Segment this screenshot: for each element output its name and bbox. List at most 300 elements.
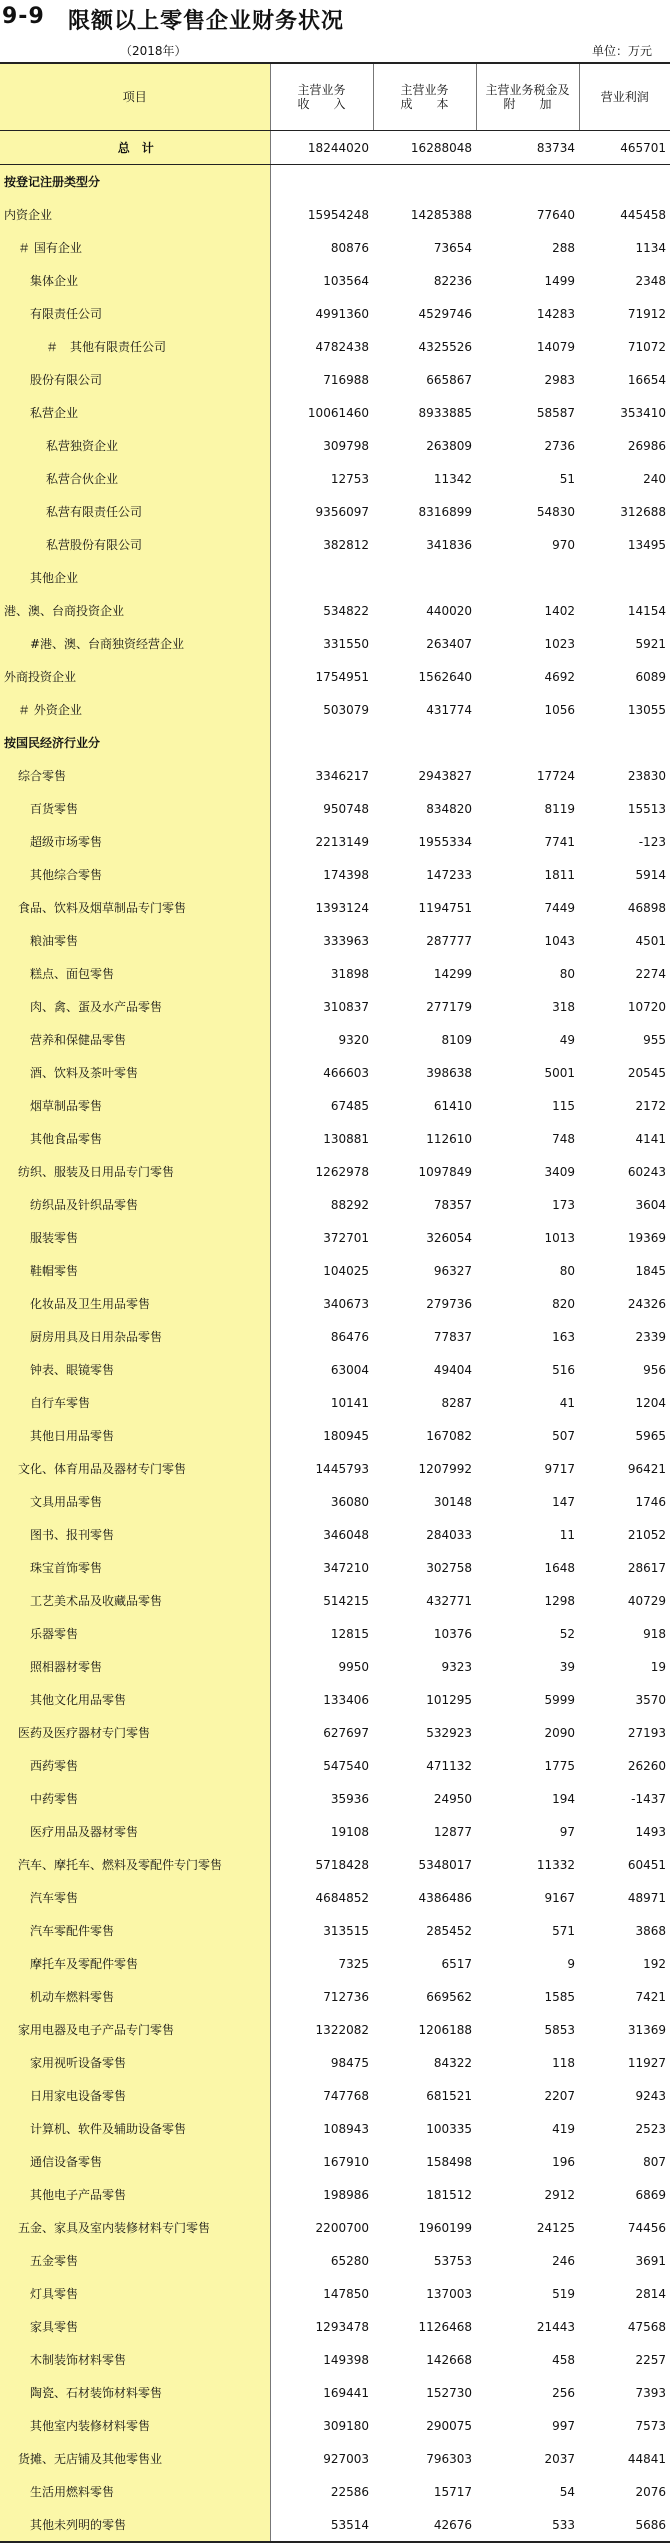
row-label: 私营股份有限公司 (0, 528, 270, 561)
table-row (0, 1716, 670, 1749)
row-label: 按国民经济行业分 (0, 726, 270, 759)
tax-cell: 1013 (544, 1230, 575, 1245)
cost-cell: 8287 (441, 1395, 472, 1410)
cost-cell: 53753 (433, 2253, 472, 2268)
tax-cell: 194 (552, 1791, 575, 1806)
revenue-cell: 927003 (323, 2451, 369, 2466)
table-row (0, 891, 670, 924)
revenue-cell: 309798 (323, 438, 369, 453)
tax-cell: 2037 (544, 2451, 575, 2466)
revenue-cell: 10061460 (307, 405, 369, 420)
profit-cell: 6089 (635, 669, 666, 684)
tax-cell: 54 (559, 2484, 575, 2499)
cost-cell: 137003 (426, 2286, 472, 2301)
revenue-cell: 1445793 (315, 1461, 369, 1476)
tax-cell: 173 (552, 1197, 575, 1212)
revenue-cell: 4782438 (315, 339, 369, 354)
tax-cell: 24125 (536, 2220, 575, 2235)
revenue-cell: 130881 (323, 1131, 369, 1146)
tax-cell: 1402 (544, 603, 575, 618)
tax-cell: 17724 (536, 768, 575, 783)
table-row (0, 2244, 670, 2277)
row-label: 有限责任公司 (0, 297, 270, 330)
cost-cell: 15717 (433, 2484, 472, 2499)
cost-cell: 30148 (433, 1494, 472, 1509)
header-profit (579, 63, 670, 131)
cost-cell: 287777 (426, 933, 472, 948)
tax-cell: 51 (559, 471, 575, 486)
table-row (0, 2013, 670, 2046)
profit-cell: 955 (643, 1032, 666, 1047)
cost-cell: 84322 (433, 2055, 472, 2070)
profit-cell: 2523 (635, 2121, 666, 2136)
revenue-cell: 547540 (323, 1758, 369, 1773)
tax-cell: 1023 (544, 636, 575, 651)
table-row (0, 1749, 670, 1782)
cost-cell: 532923 (426, 1725, 472, 1740)
tax-cell: 9167 (544, 1890, 575, 1905)
table-row (0, 957, 670, 990)
profit-cell: 240 (643, 471, 666, 486)
profit-cell: 5914 (635, 867, 666, 882)
table-row (0, 495, 670, 528)
table-row (0, 2475, 670, 2508)
revenue-cell: 133406 (323, 1692, 369, 1707)
row-label: 家具零售 (0, 2310, 270, 2343)
cost-cell: 398638 (426, 1065, 472, 1080)
profit-cell: 6869 (635, 2187, 666, 2202)
tax-cell: 8119 (544, 801, 575, 816)
header-text: 主营业务税金及 (485, 83, 570, 97)
table-body (0, 131, 670, 2543)
row-label: 肉、禽、蛋及水产品零售 (0, 990, 270, 1023)
tax-cell: 118 (552, 2055, 575, 2070)
table-row (0, 1287, 670, 1320)
profit-cell: 27193 (627, 1725, 666, 1740)
table-row (0, 2277, 670, 2310)
tax-cell: 97 (559, 1824, 575, 1839)
revenue-cell: 347210 (323, 1560, 369, 1575)
revenue-cell: 12815 (330, 1626, 369, 1641)
tax-cell: 4692 (544, 669, 575, 684)
row-label: 机动车燃料零售 (0, 1980, 270, 2013)
profit-cell: 15513 (627, 801, 666, 816)
profit-cell: 31369 (627, 2022, 666, 2037)
tax-cell: 2207 (544, 2088, 575, 2103)
cost-cell: 8316899 (418, 504, 472, 519)
cost-cell: 73654 (433, 240, 472, 255)
table-row (0, 1320, 670, 1353)
tax-cell: 1298 (544, 1593, 575, 1608)
row-label: 鞋帽零售 (0, 1254, 270, 1287)
cost-cell: 167082 (426, 1428, 472, 1443)
cost-cell: 16288048 (373, 131, 476, 165)
revenue-cell: 309180 (323, 2418, 369, 2433)
table-row (0, 660, 670, 693)
profit-cell: 5921 (635, 636, 666, 651)
header-text: 收 入 (297, 97, 346, 111)
table-row (0, 2508, 670, 2542)
row-label: 其他未列明的零售 (0, 2508, 270, 2542)
tax-cell: 196 (552, 2154, 575, 2169)
cost-cell: 142668 (426, 2352, 472, 2367)
profit-cell: 1493 (635, 1824, 666, 1839)
profit-cell: 28617 (627, 1560, 666, 1575)
row-label: 家用电器及电子产品专门零售 (0, 2013, 270, 2046)
revenue-cell: 98475 (330, 2055, 369, 2070)
header-item (0, 63, 270, 131)
cost-cell: 263407 (426, 636, 472, 651)
tax-cell: 2090 (544, 1725, 575, 1740)
row-label: 糕点、面包零售 (0, 957, 270, 990)
revenue-cell: 67485 (330, 1098, 369, 1113)
revenue-cell: 104025 (323, 1263, 369, 1278)
revenue-cell: 198986 (323, 2187, 369, 2202)
header-text: 主营业务 (297, 83, 346, 97)
table-row (0, 2079, 670, 2112)
revenue-cell: 36080 (330, 1494, 369, 1509)
cost-cell: 101295 (426, 1692, 472, 1707)
row-label: 百货零售 (0, 792, 270, 825)
table-row (0, 1023, 670, 1056)
profit-cell: 71072 (627, 339, 666, 354)
profit-cell: 2257 (635, 2352, 666, 2367)
table-row (0, 1155, 670, 1188)
profit-cell: 10720 (627, 999, 666, 1014)
table-row (0, 2442, 670, 2475)
header-text: 主营业务 (400, 83, 449, 97)
cost-cell: 112610 (426, 1131, 472, 1146)
cost-cell: 11342 (433, 471, 472, 486)
table-row (0, 2343, 670, 2376)
total-row (0, 131, 670, 165)
header-row (0, 63, 670, 131)
revenue-cell (270, 561, 373, 594)
cost-cell: 1562640 (418, 669, 472, 684)
table-row (0, 1782, 670, 1815)
row-label: 服装零售 (0, 1221, 270, 1254)
row-label: 纺织品及针织品零售 (0, 1188, 270, 1221)
cost-cell: 431774 (426, 702, 472, 717)
cost-cell: 42676 (373, 2508, 476, 2542)
revenue-cell: 9356097 (315, 504, 369, 519)
row-label: 五金零售 (0, 2244, 270, 2277)
row-label: 钟表、眼镜零售 (0, 1353, 270, 1386)
cost-cell: 100335 (426, 2121, 472, 2136)
table-row (0, 1056, 670, 1089)
profit-cell: 3691 (635, 2253, 666, 2268)
row-label: 总 计 (0, 131, 270, 165)
tax-cell: 5001 (544, 1065, 575, 1080)
tax-cell: 11332 (536, 1857, 575, 1872)
tax-cell: 9 (567, 1956, 575, 1971)
table-row (0, 1980, 670, 2013)
profit-cell: 3868 (635, 1923, 666, 1938)
table-row (0, 363, 670, 396)
revenue-cell: 346048 (323, 1527, 369, 1542)
cost-cell: 152730 (426, 2385, 472, 2400)
profit-cell: 2274 (635, 966, 666, 981)
tax-cell: 49 (559, 1032, 575, 1047)
tax-cell: 39 (559, 1659, 575, 1674)
row-label: 港、澳、台商投资企业 (0, 594, 270, 627)
row-label: 私营有限责任公司 (0, 495, 270, 528)
row-label: 家用视听设备零售 (0, 2046, 270, 2079)
table-row (0, 231, 670, 264)
revenue-cell: 310837 (323, 999, 369, 1014)
header-text: 项目 (122, 90, 147, 104)
table-row (0, 297, 670, 330)
revenue-cell: 149398 (323, 2352, 369, 2367)
profit-cell: 11927 (627, 2055, 666, 2070)
revenue-cell: 1262978 (315, 1164, 369, 1179)
tax-cell: 318 (552, 999, 575, 1014)
row-label: 医疗用品及器材零售 (0, 1815, 270, 1848)
row-label: 通信设备零售 (0, 2145, 270, 2178)
tax-cell: 2912 (544, 2187, 575, 2202)
profit-cell: 26986 (627, 438, 666, 453)
profit-cell: 2076 (635, 2484, 666, 2499)
profit-cell: 40729 (627, 1593, 666, 1608)
row-label: 私营合伙企业 (0, 462, 270, 495)
revenue-cell: 63004 (330, 1362, 369, 1377)
row-label: 图书、报刊零售 (0, 1518, 270, 1551)
cost-cell: 14285388 (410, 207, 472, 222)
cost-cell: 263809 (426, 438, 472, 453)
profit-cell: 47568 (627, 2319, 666, 2334)
row-label: ＃ 外资企业 (0, 693, 270, 726)
cost-cell: 2943827 (418, 768, 472, 783)
row-label: 货摊、无店铺及其他零售业 (0, 2442, 270, 2475)
revenue-cell: 147850 (323, 2286, 369, 2301)
profit-cell: 5686 (579, 2508, 670, 2542)
table-row (0, 330, 670, 363)
revenue-cell: 19108 (330, 1824, 369, 1839)
tax-cell (476, 165, 579, 199)
revenue-cell: 53514 (270, 2508, 373, 2542)
tax-cell: 1056 (544, 702, 575, 717)
table-row (0, 2376, 670, 2409)
section-row (0, 726, 670, 759)
revenue-cell: 333963 (323, 933, 369, 948)
revenue-cell: 4991360 (315, 306, 369, 321)
table-row (0, 2178, 670, 2211)
cost-cell: 6517 (441, 1956, 472, 1971)
revenue-cell: 627697 (323, 1725, 369, 1740)
row-label: 集体企业 (0, 264, 270, 297)
row-label: 陶瓷、石材装饰材料零售 (0, 2376, 270, 2409)
profit-cell: 46898 (627, 900, 666, 915)
row-label: 汽车零配件零售 (0, 1914, 270, 1947)
revenue-cell: 4684852 (315, 1890, 369, 1905)
cost-cell: 8109 (441, 1032, 472, 1047)
profit-cell: 14154 (627, 603, 666, 618)
profit-cell: 7573 (635, 2418, 666, 2433)
cost-cell: 14299 (433, 966, 472, 981)
profit-cell: 956 (643, 1362, 666, 1377)
table-row (0, 1683, 670, 1716)
header-revenue (270, 63, 373, 131)
profit-cell: 23830 (627, 768, 666, 783)
table-number: 9-9 (2, 4, 45, 29)
revenue-cell: 169441 (323, 2385, 369, 2400)
table-row (0, 1584, 670, 1617)
table-row (0, 1914, 670, 1947)
table-row (0, 264, 670, 297)
profit-cell: 3570 (635, 1692, 666, 1707)
revenue-cell: 950748 (323, 801, 369, 816)
revenue-cell: 103564 (323, 273, 369, 288)
profit-cell (579, 726, 670, 759)
tax-cell: 14079 (536, 339, 575, 354)
cost-cell: 82236 (433, 273, 472, 288)
cost-cell: 4386486 (418, 1890, 472, 1905)
header-tax (476, 63, 579, 131)
cost-cell: 4325526 (418, 339, 472, 354)
profit-cell: 4501 (635, 933, 666, 948)
row-label: 食品、饮料及烟草制品专门零售 (0, 891, 270, 924)
profit-cell: 9243 (635, 2088, 666, 2103)
header-text: 成 本 (400, 97, 449, 111)
revenue-cell: 10141 (330, 1395, 369, 1410)
profit-cell: 7421 (635, 1989, 666, 2004)
revenue-cell: 331550 (323, 636, 369, 651)
revenue-cell: 1293478 (315, 2319, 369, 2334)
cost-cell: 681521 (426, 2088, 472, 2103)
revenue-cell: 31898 (330, 966, 369, 981)
profit-cell: -1437 (631, 1791, 666, 1806)
cost-cell: 326054 (426, 1230, 472, 1245)
row-label: #港、澳、台商独资经营企业 (0, 627, 270, 660)
row-label: 其他日用品零售 (0, 1419, 270, 1452)
table-row (0, 759, 670, 792)
cost-cell: 4529746 (418, 306, 472, 321)
tax-cell: 2736 (544, 438, 575, 453)
revenue-cell: 65280 (330, 2253, 369, 2268)
cost-cell (373, 561, 476, 594)
cost-cell: 77837 (433, 1329, 472, 1344)
cost-cell: 5348017 (418, 1857, 472, 1872)
cost-cell: 1206188 (418, 2022, 472, 2037)
revenue-cell: 2200700 (315, 2220, 369, 2235)
profit-cell: 13055 (627, 702, 666, 717)
tax-cell: 83734 (476, 131, 579, 165)
cost-cell: 669562 (426, 1989, 472, 2004)
tax-cell: 9717 (544, 1461, 575, 1476)
tax-cell: 14283 (536, 306, 575, 321)
profit-cell: 60243 (627, 1164, 666, 1179)
tax-cell: 80 (559, 1263, 575, 1278)
header-text: 营业利润 (600, 90, 649, 104)
profit-cell: 3604 (635, 1197, 666, 1212)
cost-cell: 796303 (426, 2451, 472, 2466)
row-label: 按登记注册类型分 (0, 165, 270, 199)
row-label: 厨房用具及日用杂品零售 (0, 1320, 270, 1353)
profit-cell: -123 (638, 834, 666, 849)
profit-cell: 1134 (635, 240, 666, 255)
cost-cell: 96327 (433, 1263, 472, 1278)
table-row (0, 1452, 670, 1485)
profit-cell: 2172 (635, 1098, 666, 1113)
tax-cell: 147 (552, 1494, 575, 1509)
tax-cell: 1499 (544, 273, 575, 288)
row-label: 其他综合零售 (0, 858, 270, 891)
revenue-cell: 12753 (330, 471, 369, 486)
tax-cell: 11 (559, 1527, 575, 1542)
revenue-cell: 22586 (330, 2484, 369, 2499)
table-row (0, 198, 670, 231)
profit-cell: 918 (643, 1626, 666, 1641)
profit-cell: 2339 (635, 1329, 666, 1344)
tax-cell: 7741 (544, 834, 575, 849)
revenue-cell: 1754951 (315, 669, 369, 684)
table-row (0, 1485, 670, 1518)
revenue-cell (270, 726, 373, 759)
revenue-cell: 108943 (323, 2121, 369, 2136)
row-label: 纺织、服装及日用品专门零售 (0, 1155, 270, 1188)
table-row (0, 1881, 670, 1914)
table-row (0, 693, 670, 726)
table-row (0, 396, 670, 429)
row-label: 计算机、软件及辅助设备零售 (0, 2112, 270, 2145)
row-label: 珠宝首饰零售 (0, 1551, 270, 1584)
tax-cell: 256 (552, 2385, 575, 2400)
table-row (0, 429, 670, 462)
table-row (0, 1617, 670, 1650)
revenue-cell: 534822 (323, 603, 369, 618)
tax-cell: 54830 (536, 504, 575, 519)
table-row (0, 561, 670, 594)
tax-cell: 419 (552, 2121, 575, 2136)
revenue-cell: 503079 (323, 702, 369, 717)
tax-cell: 80 (559, 966, 575, 981)
cost-cell: 1097849 (418, 1164, 472, 1179)
profit-cell: 2814 (635, 2286, 666, 2301)
revenue-cell: 2213149 (315, 834, 369, 849)
revenue-cell: 35936 (330, 1791, 369, 1806)
table-row (0, 792, 670, 825)
row-label: 照相器材零售 (0, 1650, 270, 1683)
profit-cell: 1845 (635, 1263, 666, 1278)
revenue-cell: 15954248 (307, 207, 369, 222)
revenue-cell: 174398 (323, 867, 369, 882)
cost-cell: 24950 (433, 1791, 472, 1806)
row-label: 营养和保健品零售 (0, 1023, 270, 1056)
tax-cell: 507 (552, 1428, 575, 1443)
profit-cell (579, 165, 670, 199)
profit-cell: 20545 (627, 1065, 666, 1080)
row-label: 其他文化用品零售 (0, 1683, 270, 1716)
tax-cell: 533 (476, 2508, 579, 2542)
row-label: 日用家电设备零售 (0, 2079, 270, 2112)
profit-cell: 74456 (627, 2220, 666, 2235)
row-label: 股份有限公司 (0, 363, 270, 396)
row-label: 灯具零售 (0, 2277, 270, 2310)
profit-cell: 312688 (620, 504, 666, 519)
table-row (0, 528, 670, 561)
table-row (0, 1221, 670, 1254)
cost-cell: 49404 (433, 1362, 472, 1377)
profit-cell: 44841 (627, 2451, 666, 2466)
tax-cell: 458 (552, 2352, 575, 2367)
row-label: 其他室内装修材料零售 (0, 2409, 270, 2442)
cost-cell: 440020 (426, 603, 472, 618)
row-label: 摩托车及零配件零售 (0, 1947, 270, 1980)
row-label: 其他企业 (0, 561, 270, 594)
row-label: 其他电子产品零售 (0, 2178, 270, 2211)
profit-cell: 4141 (635, 1131, 666, 1146)
table-row (0, 2046, 670, 2079)
